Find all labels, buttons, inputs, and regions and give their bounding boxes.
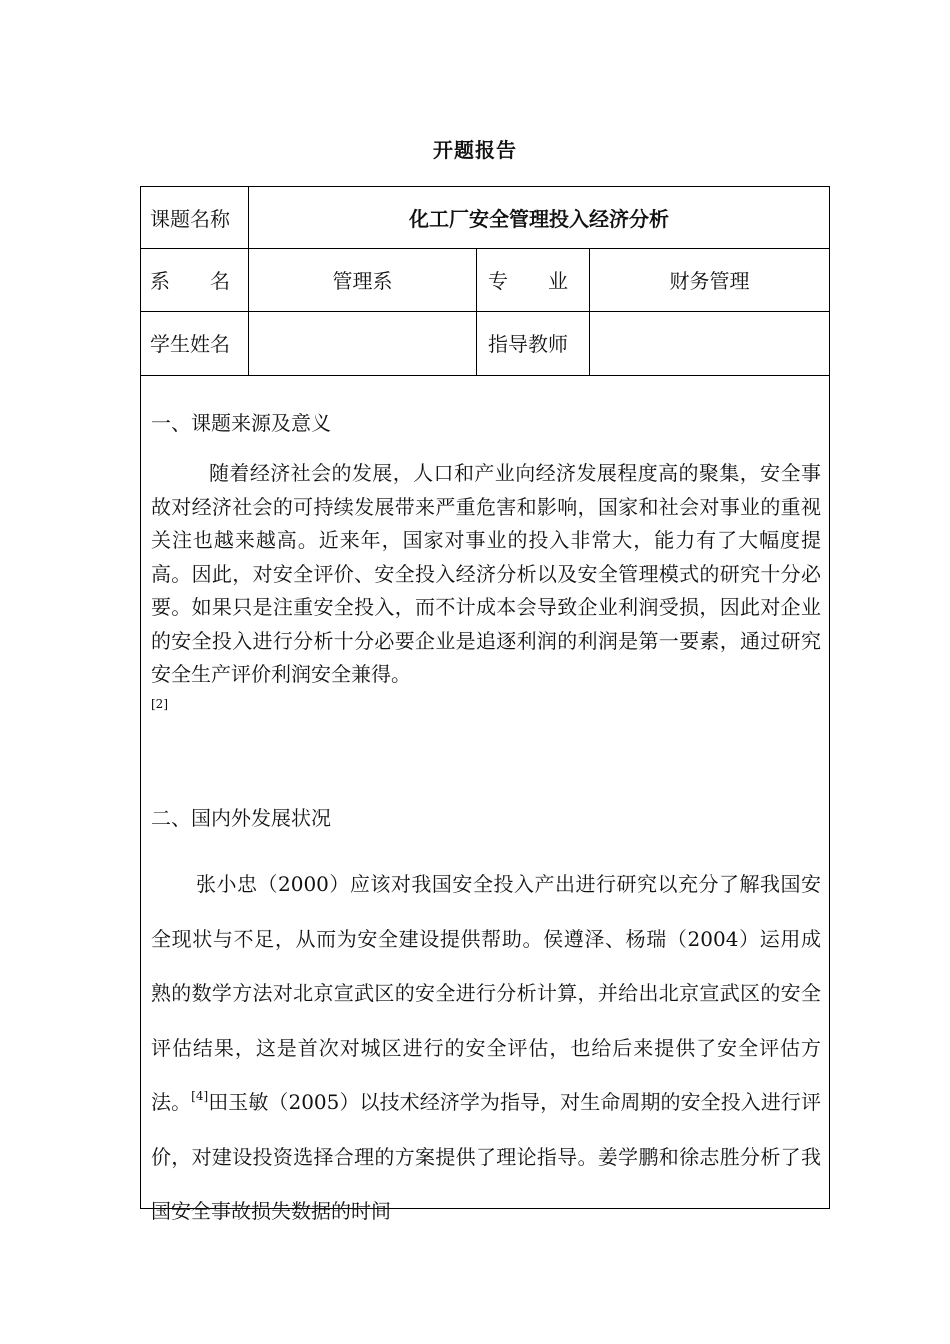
row-divider-3 [141,375,829,376]
proposal-form-table [140,186,830,1223]
section-2-heading: 二、国内外发展状况 [151,806,331,830]
section-2-text-a: 张小忠（2000）应该对我国安全投入产出进行研究以充分了解我国安全现状与不足，从而为安全建设提供帮助。侯遵泽、杨瑞（2004）运用成熟的数学方法对北京宣武区的安全进行分析计算，并给出北京宣武区的安全评估结果，这是首次对城区进行的安全评估，也给后来提供了安全评估方法。 [151,872,821,1114]
row-divider-1 [141,248,829,249]
page-title: 开题报告 [433,138,517,162]
section-2-text-b: 田玉敏（2005）以技术经济学为指导，对生命周期的安全投入进行评价，对建设投资选择合理的方案提供了理论指导。姜学鹏和徐志胜分析了我国安全事故损失数据的时间 [151,1090,821,1223]
col-divider-mid [476,248,477,375]
major-value: 财务管理 [669,269,750,293]
topic-value: 化工厂安全管理投入经济分析 [409,207,669,231]
advisor-label: 指导教师 [488,332,568,356]
section-1-heading: 一、课题来源及意义 [151,411,331,435]
section-1-paragraph: 随着经济社会的发展，人口和产业向经济发展程度高的聚集，安全事故对经济社会的可持续发展带来严重危害和影响，国家和社会对事业的重视关注也越来越高。近来年，国家对事业的投入非常大，能力有了大幅度提高。因此，对安全评价、安全投入经济分析以及安全管理模式的研究十分必要。如果只是注重安全投入，而不计成本会导致企业利润受损，因此对企业的安全投入进行分析十分必要企业是追逐利润的利润是第一要素，通过研究安全生产评价利润安全兼得。 [151,461,821,686]
dept-value: 管理系 [332,269,393,293]
row-divider-2 [141,311,829,312]
section-2-reference: [4] [191,1089,209,1103]
section-1-reference: [2] [151,697,168,711]
topic-label: 课题名称 [150,207,230,231]
major-label: 专 业 [488,269,568,293]
section-2-paragraph [151,857,821,1239]
student-label: 学生姓名 [150,332,230,356]
dept-label: 系 名 [150,269,230,293]
